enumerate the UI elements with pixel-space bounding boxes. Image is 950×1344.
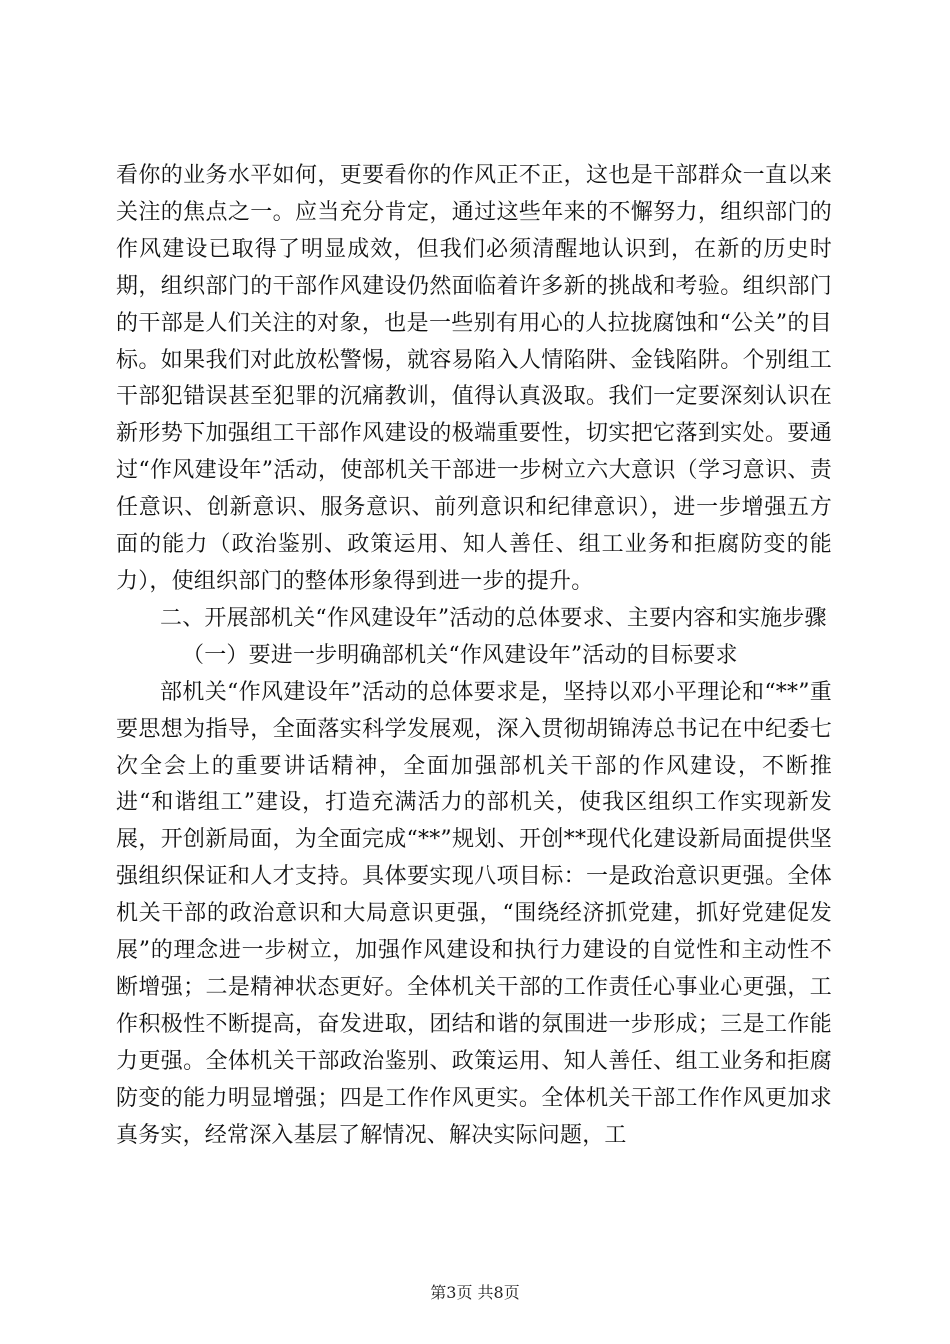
page-footer: 第3页 共8页 [430,1283,520,1302]
section-heading-2: 二、开展部机关“作风建设年”活动的总体要求、主要内容和实施步骤 [160,605,827,631]
subsection-heading-1: （一）要进一步明确部机关“作风建设年”活动的目标要求 [182,642,738,668]
paragraph-1: 看你的业务水平如何，更要看你的作风正不正，这也是干部群众一直以来关注的焦点之一。应当充分肯定，通过这些年来的不懈努力，组织部门的作风建设已取得了明显成效，但我们必须清醒地认识到，在新的历史时期，组织部门的干部作风建设仍然面临着许多新的挑战和考验。组织部门的干部是人们关注的对象，也是一些别有用心的人拉拢腐蚀和“公关”的目标。如果我们对此放松警惕，就容易陷入人情陷阱、金钱陷阱。个别组工干部犯错误甚至犯罪的沉痛教训，值得认真汲取。我们一定要深刻认识在新形势下加强组工干部作风建设的极端重要性，切实把它落到实处。要通过“作风建设年”活动，使部机关干部进一步树立六大意识（学习意识、责任意识、创新意识、服务意识、前列意识和纪律意识），进一步增强五方面的能力（政治鉴别、政策运用、知人善任、组工业务和拒腐防变的能力），使组织部门的整体形象得到进一步的提升。 [116,163,832,594]
paragraph-2: 部机关“作风建设年”活动的总体要求是，坚持以邓小平理论和“**”重要思想为指导，全面落实科学发展观，深入贯彻胡锦涛总书记在中纪委七次全会上的重要讲话精神，全面加强部机关干部的作风建设，不断推进“和谐组工”建设，打造充满活力的部机关，使我区组织工作实现新发展，开创新局面，为全面完成“**”规划、开创**现代化建设新局面提供坚强组织保证和人才支持。具体要实现八项目标：一是政治意识更强。全体机关干部的政治意识和大局意识更强，“围绕经济抓党建，抓好党建促发展”的理念进一步树立，加强作风建设和执行力建设的自觉性和主动性不断增强；二是精神状态更好。全体机关干部的工作责任心事业心更强，工作积极性不断提高，奋发进取，团结和谐的氛围进一步形成；三是工作能力更强。全体机关干部政治鉴别、政策运用、知人善任、组工业务和拒腐防变的能力明显增强；四是工作作风更实。全体机关干部工作作风更加求真务实，经常深入基层了解情况、解决实际问题，工 [116,679,832,1148]
document-body [116,158,832,1154]
